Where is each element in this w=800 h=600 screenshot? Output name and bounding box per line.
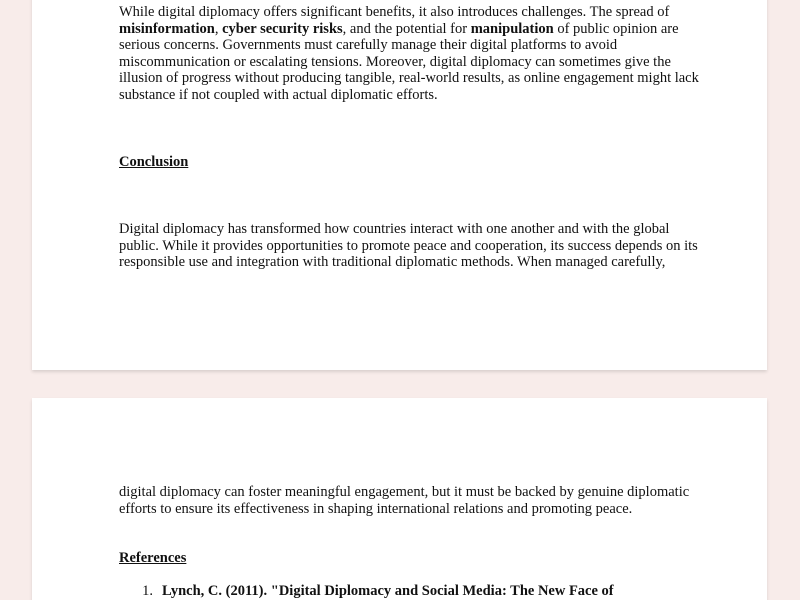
conclusion-continued-paragraph: digital diplomacy can foster meaningful engagement, but it must be backed by genuine diplomatic efforts to ensure its effectiveness in shaping international relations and promoting peace. (119, 484, 690, 517)
challenges-text-4: of public opinion are serious concerns. Governments must carefully manage their digital platforms to avoid miscommunication or escalating tensions. Moreover, digital diplomacy can sometimes give the illusion of progress without producing tangible, real-world results, as online engagement might lack substance if not coupled with actual diplomatic efforts. (119, 20, 699, 103)
conclusion-paragraph: Digital diplomacy has transformed how countries interact with one another and with the global public. While it provides opportunities to promote peace and cooperation, its success depends on its responsible use and integration with traditional diplomatic methods. When managed carefully, (119, 221, 698, 271)
conclusion-heading: Conclusion (119, 154, 189, 170)
reference-text: Lynch, C. (2011). "Digital Diplomacy and Social Media: The New Face of (162, 583, 614, 599)
term-misinformation: misinformation (119, 20, 215, 37)
term-cyber-security-risks: cyber security risks (222, 20, 343, 37)
challenges-text-3: , and the potential for (342, 20, 471, 37)
references-heading: References (119, 550, 187, 566)
document-page-2 (32, 398, 767, 600)
document-page-1 (32, 0, 767, 370)
reference-number: 1. (142, 583, 153, 599)
challenges-text-2: , (214, 20, 223, 37)
challenges-paragraph (119, 4, 699, 104)
term-manipulation: manipulation (470, 20, 554, 37)
references-list (119, 583, 699, 600)
challenges-text-1: While digital diplomacy offers significant benefits, it also introduces challenges. The spread of (119, 4, 670, 20)
reference-item (119, 583, 699, 600)
